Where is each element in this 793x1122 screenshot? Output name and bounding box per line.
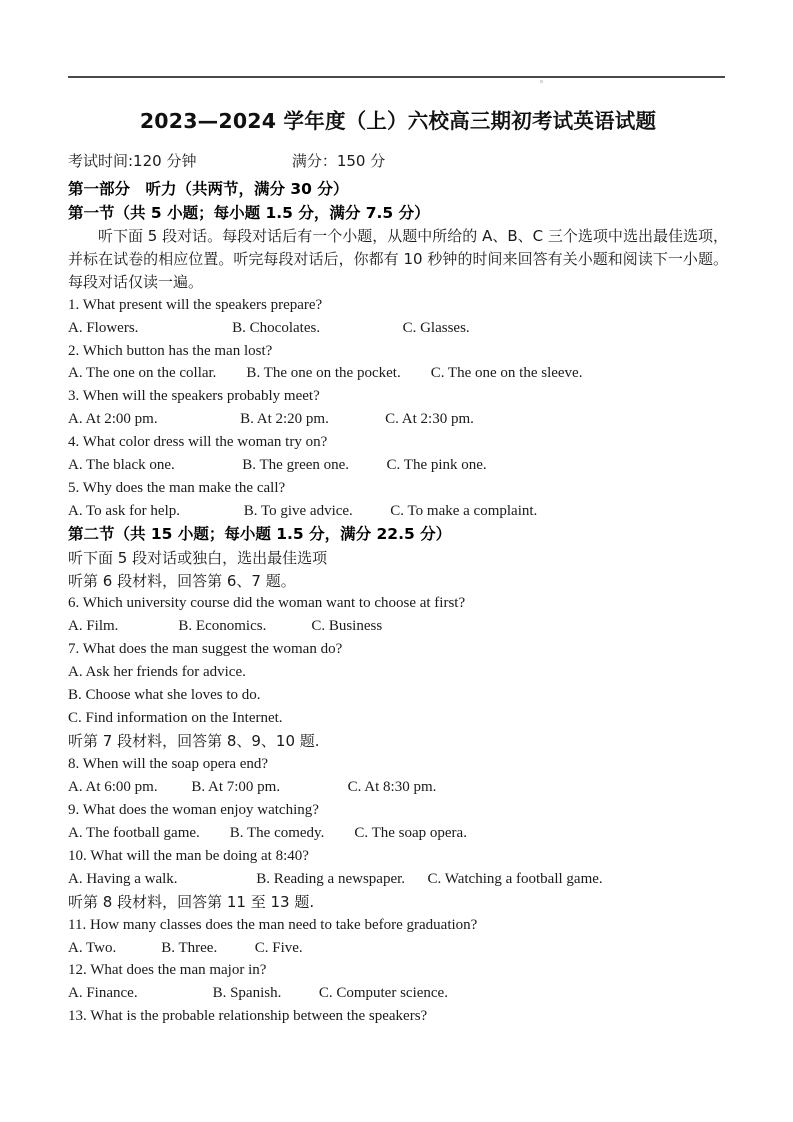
option-line: A. Ask her friends for advice. — [68, 664, 246, 681]
question-line: 3. When will the speakers probably meet? — [68, 388, 320, 405]
scan-artifact-speck — [540, 80, 543, 83]
material-cue-line: 听第 8 段材料，回答第 11 至 13 题. — [68, 892, 315, 911]
option-line: A. The black one. B. The green one. C. The pink one. — [68, 457, 487, 474]
question-line: 11. How many classes does the man need to take before graduation? — [68, 916, 478, 933]
exam-meta-line — [68, 150, 728, 173]
question-line: 1. What present will the speakers prepare? — [68, 296, 323, 313]
section-one-heading: 第一节（共 5 小题；每小题 1.5 分，满分 7.5 分） — [68, 203, 430, 222]
part-one-heading: 第一部分 听力（共两节，满分 30 分） — [68, 180, 349, 199]
option-line: A. Flowers. B. Chocolates. C. Glasses. — [68, 319, 470, 336]
option-line: B. Choose what she loves to do. — [68, 687, 261, 704]
section-two-questions — [68, 570, 728, 1029]
page-title: 2023—2024 学年度（上）六校高三期初考试英语试题 — [139, 109, 657, 133]
option-line: A. Having a walk. B. Reading a newspaper. C. Watching a football game. — [68, 870, 603, 887]
question-line: 2. Which button has the man lost? — [68, 342, 273, 359]
option-line: A. At 6:00 pm. B. At 7:00 pm. C. At 8:30 pm. — [68, 778, 437, 795]
option-line: A. Film. B. Economics. C. Business — [68, 618, 383, 635]
meta-spacer — [196, 152, 291, 170]
exam-time-label: 考试时间:120 分钟 — [68, 151, 197, 170]
section-two-heading: 第二节（共 15 小题；每小题 1.5 分，满分 22.5 分） — [68, 525, 452, 544]
option-line: A. The football game. B. The comedy. C. The soap opera. — [68, 824, 467, 841]
header-horizontal-rule — [68, 76, 725, 78]
option-line: A. At 2:00 pm. B. At 2:20 pm. C. At 2:30 pm. — [68, 411, 474, 428]
section-one-instructions: 听下面 5 段对话。每段对话后有一个小题，从题中所给的 A、B、C 三个选项中选出最佳选项，并标在试卷的相应位置。听完每段对话后，你都有 10 秒钟的时间来回答有关小题和阅读下一小题。每段对话仅读一遍。 — [68, 227, 728, 291]
option-line: A. Finance. B. Spanish. C. Computer science. — [68, 985, 448, 1002]
question-line: 5. Why does the man make the call? — [68, 480, 286, 497]
full-score-label: 满分：150 分 — [291, 151, 386, 170]
question-line: 4. What color dress will the woman try on? — [68, 434, 328, 451]
section-one-questions — [68, 294, 728, 523]
question-line: 13. What is the probable relationship between the speakers? — [68, 1008, 428, 1025]
section-two-instructions: 听下面 5 段对话或独白，选出最佳选项 — [68, 548, 328, 567]
option-line: C. Find information on the Internet. — [68, 710, 283, 727]
option-line: A. The one on the collar. B. The one on the pocket. C. The one on the sleeve. — [68, 365, 583, 382]
question-line: 10. What will the man be doing at 8:40? — [68, 847, 309, 864]
material-cue-line: 听第 7 段材料，回答第 8、9、10 题. — [68, 732, 320, 751]
question-line: 6. Which university course did the woman want to choose at first? — [68, 595, 466, 612]
question-line: 12. What does the man major in? — [68, 962, 267, 979]
material-cue-line: 听第 6 段材料，回答第 6、7 题。 — [68, 571, 296, 590]
option-line: A. To ask for help. B. To give advice. C. To make a complaint. — [68, 503, 538, 520]
question-line: 9. What does the woman enjoy watching? — [68, 801, 319, 818]
document-content — [68, 108, 728, 1028]
question-line: 7. What does the man suggest the woman do? — [68, 641, 343, 658]
option-line: A. Two. B. Three. C. Five. — [68, 939, 303, 956]
question-line: 8. When will the soap opera end? — [68, 756, 269, 773]
